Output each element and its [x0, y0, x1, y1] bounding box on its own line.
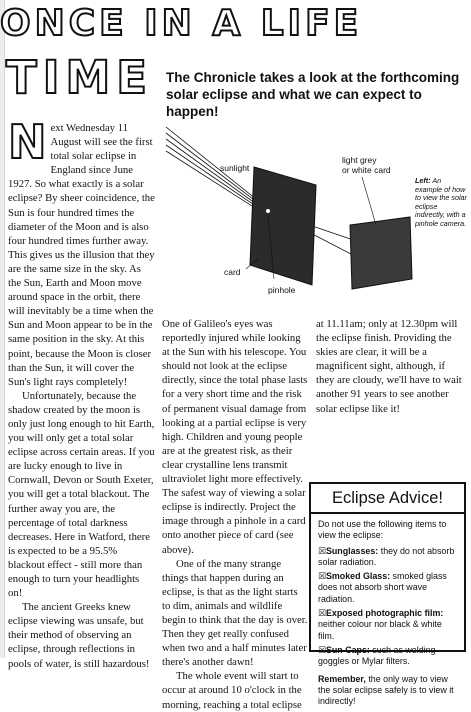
article-column-3	[316, 317, 466, 416]
crossed-box-icon: ☒	[318, 571, 326, 582]
advice-footer	[318, 674, 458, 708]
advice-body	[311, 514, 464, 707]
advice-item-term: Sunglasses:	[325, 545, 379, 556]
page-edge	[0, 0, 5, 658]
advice-title: Eclipse Advice!	[311, 484, 464, 514]
article-paragraph: at 11.11am; only at 12.30pm will the eclipse finish. Providing the skies are clear, it will be a magnificent sight, although, if they are cloudy, we'll have to wait another 91 years to see another solar eclipse like it!	[316, 318, 462, 415]
advice-item	[318, 645, 458, 668]
advice-item-term: Exposed photographic film:	[325, 608, 444, 619]
deck-subheading: The Chronicle takes a look at the forthcoming solar eclipse and what we can expect to happen!	[166, 70, 460, 119]
article-paragraph: The ancient Greeks knew eclipse viewing was unsafe, but their method of observing an eclipse, through reflections in pools of water, is still hazardous!	[8, 601, 150, 670]
advice-item-term: Smoked Glass:	[325, 571, 391, 582]
article-paragraph: The whole event will start to occur at around 10 o'clock in the morning, reaching a total eclipse	[162, 670, 302, 711]
headline-line-2: TIME	[6, 51, 153, 104]
article-column-2	[162, 317, 308, 712]
advice-item-term: Sun Caps:	[325, 644, 370, 655]
advice-item-text: such as welding goggles or Mylar filters.	[318, 644, 436, 667]
article-column-1	[8, 115, 155, 671]
crossed-box-icon: ☒	[318, 644, 326, 655]
article-paragraph: Unfortunately, because the shadow created by the moon is only just long enough to hit Earth, you will only get a total solar eclipse across certain areas. If you are lucky enough to live in Cornwall, Devon or South Exeter, you will get a total blackout. The further away you are, the percentage of total darkness decreases. Here in Watford, there is expected to be a 95.5% blackout effect - still more than enough to turn your headlights on!	[8, 389, 155, 600]
label-card: card	[224, 267, 241, 277]
crossed-box-icon: ☒	[318, 545, 326, 556]
advice-item	[318, 608, 458, 642]
advice-item-text: they do not absorb solar radiation.	[318, 545, 455, 567]
article-paragraph: One of Galileo's eyes was reportedly injured while looking at the Sun with his telescope. You should not look at the eclipse directly, since the total phase lasts for a very short time and the risk of permanent visual damage from looking at a partial eclipse is very high. Children and young people are at the greatest risk, as their clear crystalline lens transmit ultraviolet light more effectively. The safest way of viewing a solar eclipse is indirectly. Project the image through a pinhole in a card onto another piece of card (see above).	[162, 318, 308, 556]
headline-line-1: ONCE IN A LIFE	[0, 3, 363, 44]
caption-title: Left:	[415, 176, 431, 185]
advice-item	[318, 546, 458, 569]
advice-item	[318, 571, 458, 605]
label-screen-2: or white card	[342, 165, 391, 175]
screen-card-shape	[350, 217, 412, 289]
pinhole-mark	[266, 209, 270, 213]
article-paragraph: One of the many strange things that happen during an eclipse, is that as the light starts to dim, animals and wildlife begin to think that the day is over. Then they get really confused when two and a half minutes later there's another dawn!	[162, 557, 308, 669]
diagram-caption	[415, 177, 469, 229]
advice-footer-term: Remember,	[318, 673, 366, 684]
drop-cap: N	[8, 115, 47, 169]
pinhole-card-shape	[250, 167, 316, 285]
article-paragraph	[8, 115, 155, 389]
advice-item-text: smoked glass does not absorb short wave radiation.	[318, 571, 447, 604]
advice-intro: Do not use the following items to view the eclipse:	[318, 519, 447, 541]
label-sunlight: sunlight	[220, 163, 250, 173]
crossed-box-icon: ☒	[318, 608, 326, 619]
sunlight-rays	[166, 127, 266, 215]
advice-item-text: neither colour nor black & white film.	[318, 619, 442, 641]
caption-text: An example of how to view the solar eclipse indirectly, with a pinhole camera.	[415, 176, 467, 228]
label-screen-1: light grey	[342, 155, 377, 165]
eclipse-advice-box	[309, 482, 466, 707]
label-pinhole: pinhole	[268, 285, 296, 295]
paragraph-text: ext Wednesday 11 August will see the first total solar eclipse in England since June 1927. So what exactly is a solar eclipse? By sheer coincidence, the Sun is four hundred times the diameter of the Moon and is also four hundred times further away. This gives us the illusion that they are the same size in the sky. As the Sun, Earth and Moon move around space in the orbit, there will inevitably be a time when the Sun and Moon appear to be in the same position in the sky. At this point, because the Moon is closer than the Sun, it will cover the Sun's light rays completely!	[8, 122, 155, 388]
advice-footer-text: the only way to view the solar eclipse safely is to view it indirectly!	[318, 673, 454, 707]
